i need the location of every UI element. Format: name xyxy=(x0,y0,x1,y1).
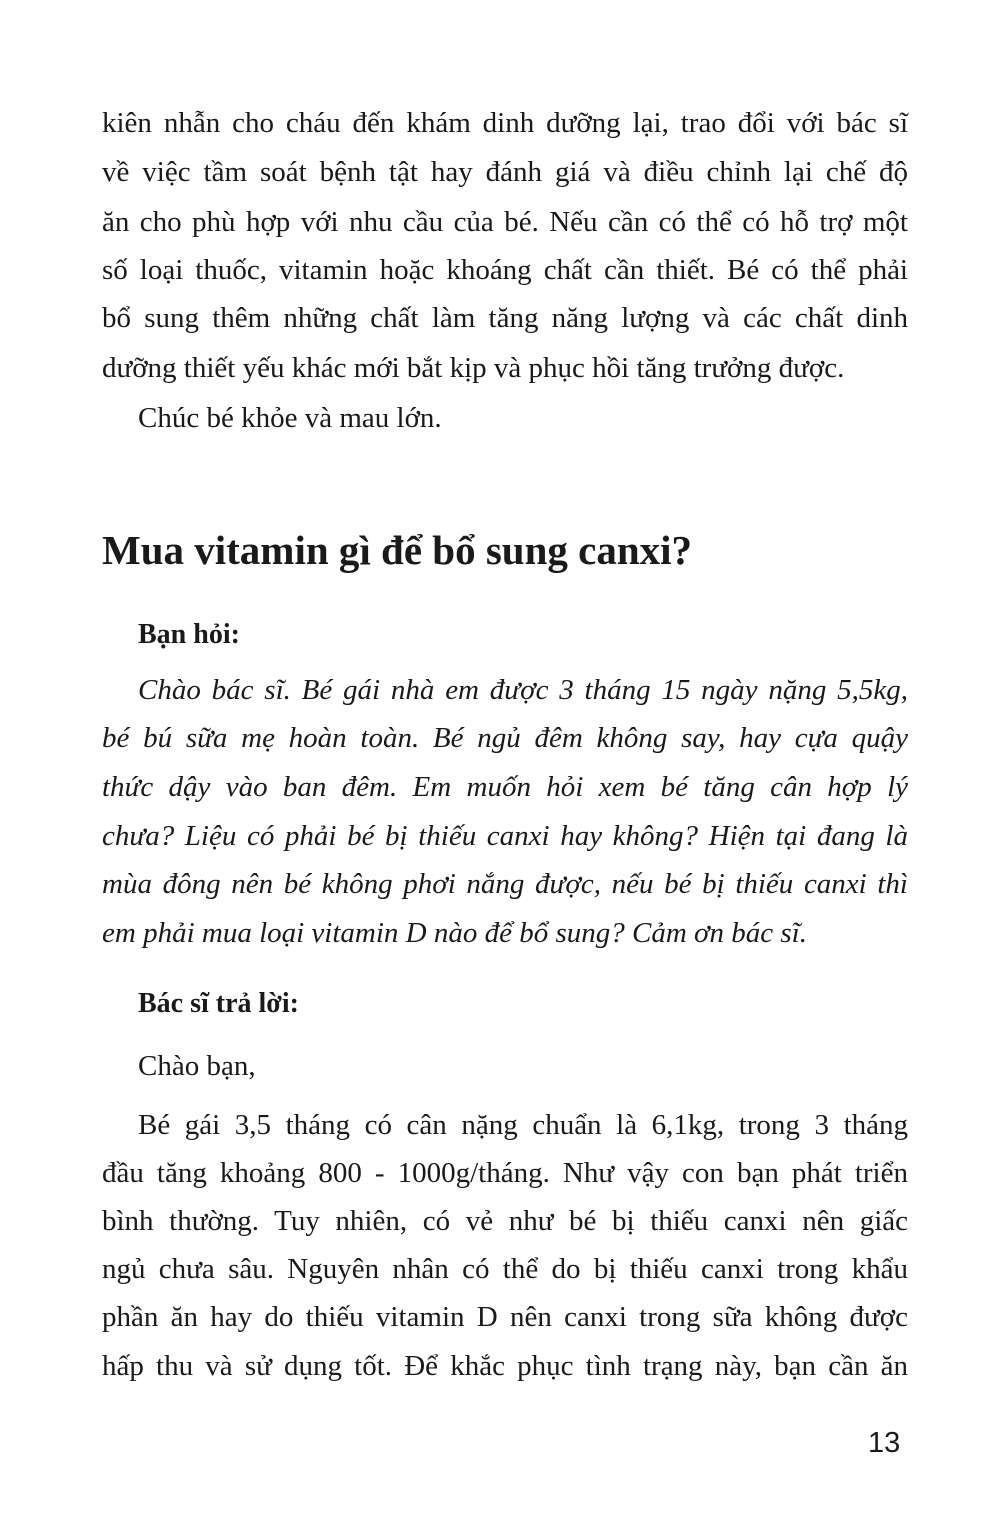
answer-line: bình thường. Tuy nhiên, có vẻ như bé bị thiếu canxi nên giấc xyxy=(102,1205,908,1237)
question-line: mùa đông nên bé không phơi nắng được, nếu bé bị thiếu canxi thì xyxy=(102,868,908,900)
paragraph-line: số loại thuốc, vitamin hoặc khoáng chất cần thiết. Bé có thể phải xyxy=(102,254,908,286)
answer-greeting: Chào bạn, xyxy=(138,1050,256,1082)
paragraph-line: bổ sung thêm những chất làm tăng năng lượng và các chất dinh xyxy=(102,302,908,334)
paragraph-line: về việc tầm soát bệnh tật hay đánh giá và điều chỉnh lại chế độ xyxy=(102,156,908,188)
paragraph-line: dưỡng thiết yếu khác mới bắt kịp và phục hồi tăng trưởng được. xyxy=(102,352,845,384)
answer-line: phần ăn hay do thiếu vitamin D nên canxi trong sữa không được xyxy=(102,1301,908,1333)
paragraph-line: kiên nhẫn cho cháu đến khám dinh dưỡng lại, trao đổi với bác sĩ xyxy=(102,107,908,139)
answer-line: đầu tăng khoảng 800 - 1000g/tháng. Như vậy con bạn phát triển xyxy=(102,1157,908,1189)
page-number: 13 xyxy=(868,1427,901,1459)
closing-wish: Chúc bé khỏe và mau lớn. xyxy=(138,402,442,434)
question-line: bé bú sữa mẹ hoàn toàn. Bé ngủ đêm không say, hay cựa quậy xyxy=(102,722,908,754)
question-line: chưa? Liệu có phải bé bị thiếu canxi hay không? Hiện tại đang là xyxy=(102,820,908,852)
paragraph-line: ăn cho phù hợp với nhu cầu của bé. Nếu cần có thể có hỗ trợ một xyxy=(102,206,908,238)
answer-line: ngủ chưa sâu. Nguyên nhân có thể do bị thiếu canxi trong khẩu xyxy=(102,1253,908,1285)
section-title: Mua vitamin gì để bổ sung canxi? xyxy=(102,527,693,573)
question-line: Chào bác sĩ. Bé gái nhà em được 3 tháng 15 ngày nặng 5,5kg, xyxy=(138,674,908,706)
question-line: thức dậy vào ban đêm. Em muốn hỏi xem bé tăng cân hợp lý xyxy=(102,771,908,803)
question-label: Bạn hỏi: xyxy=(138,619,240,650)
answer-line: hấp thu và sử dụng tốt. Để khắc phục tình trạng này, bạn cần ăn xyxy=(102,1350,908,1382)
answer-label: Bác sĩ trả lời: xyxy=(138,988,299,1019)
answer-line: Bé gái 3,5 tháng có cân nặng chuẩn là 6,1kg, trong 3 tháng xyxy=(138,1109,908,1141)
question-line: em phải mua loại vitamin D nào để bổ sung? Cảm ơn bác sĩ. xyxy=(102,917,807,949)
